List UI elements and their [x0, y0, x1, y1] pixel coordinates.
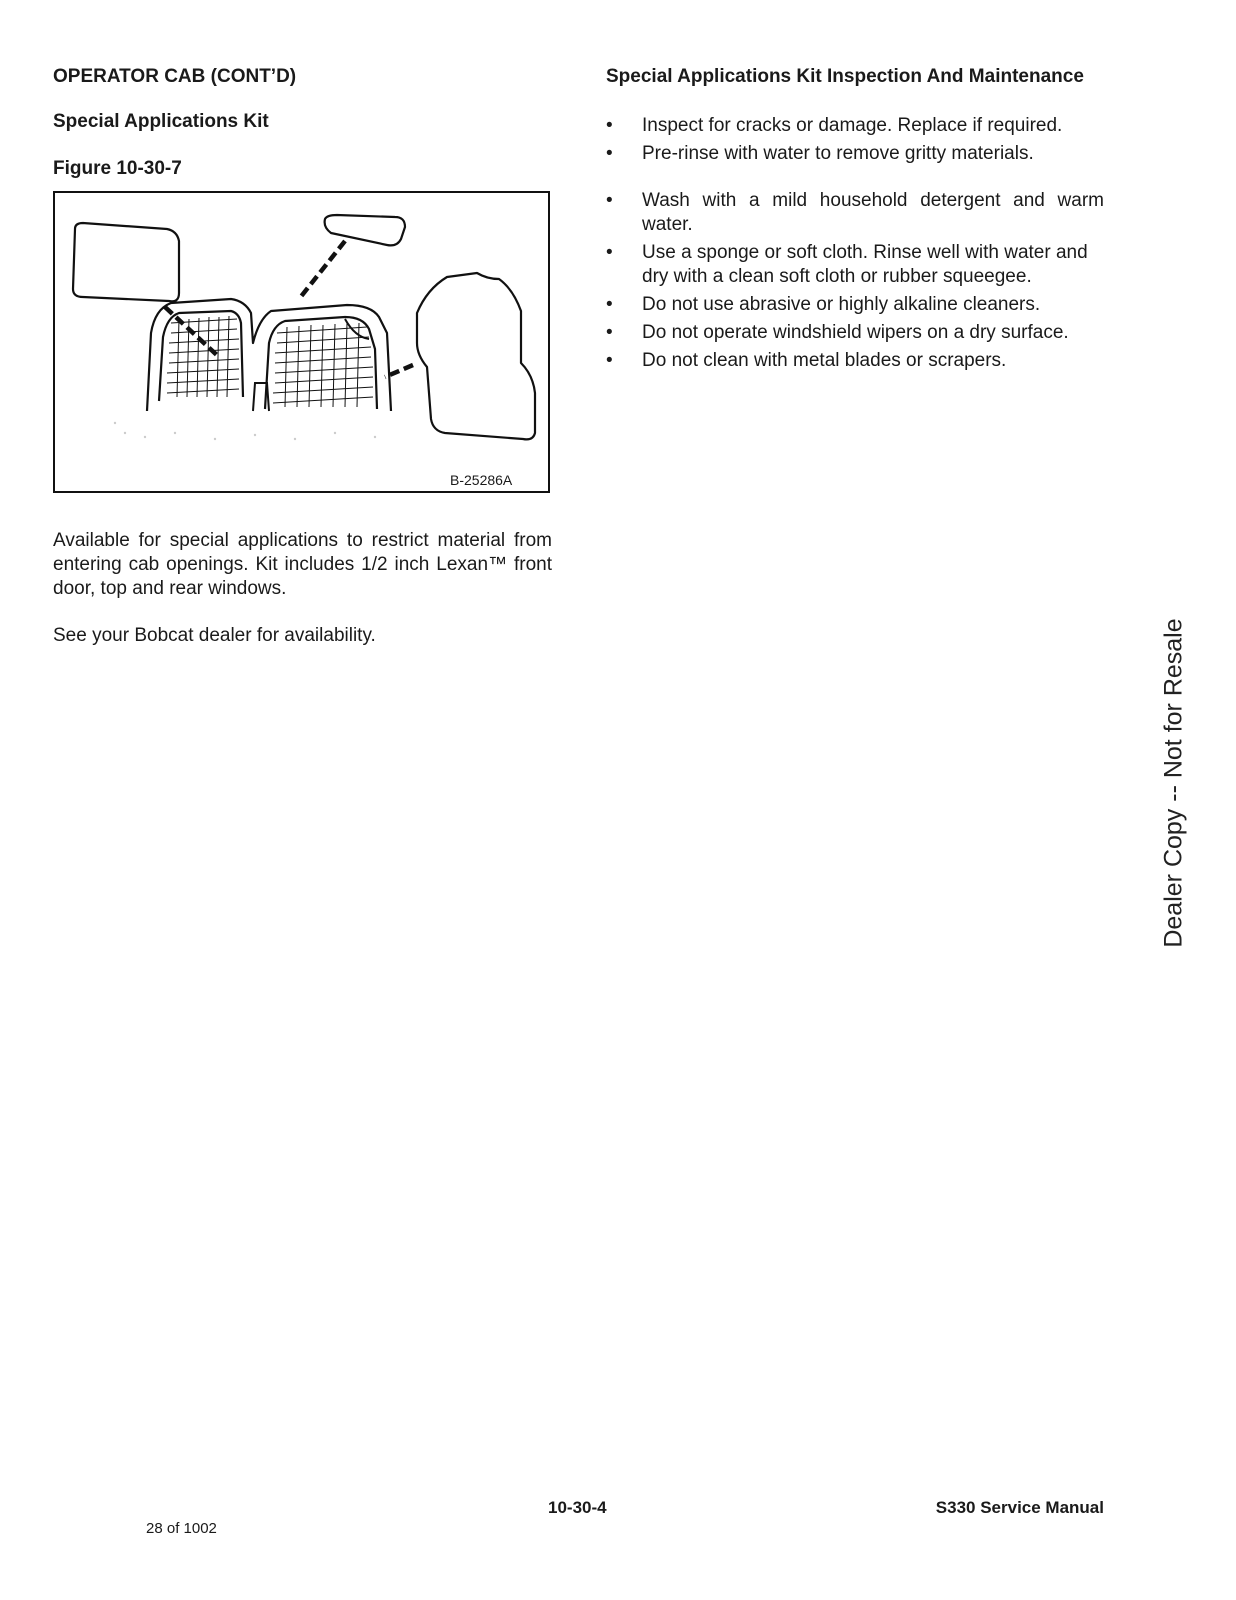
- kit-description: Available for special applications to restrict material from entering cab openings. Kit includes 1/2 inch Lexan™ front door, top and rear windows.: [53, 530, 552, 599]
- subsection-title: Special Applications Kit: [53, 111, 269, 132]
- list-item: • Inspect for cracks or damage. Replace if required.: [606, 115, 1063, 136]
- footer-page-code: 10-30-4: [548, 1498, 607, 1517]
- figure-label: Figure 10-30-7: [53, 158, 182, 179]
- cab-front-grille: [167, 316, 239, 397]
- bullet-icon: •: [606, 350, 613, 371]
- ground-shading: [114, 422, 376, 440]
- list-item: • Do not use abrasive or highly alkaline cleaners.: [606, 294, 1041, 315]
- footer-page-count: 28 of 1002: [146, 1520, 217, 1537]
- bullet-icon: •: [606, 294, 613, 315]
- bullet-icon: •: [606, 190, 613, 211]
- maintenance-list-1: [606, 114, 1104, 166]
- list-item: • Do not clean with metal blades or scrapers.: [606, 350, 1007, 371]
- list-item: • Pre-rinse with water to remove gritty materials.: [606, 143, 1034, 164]
- list-item: • Wash with a mild household detergent and warm water.: [606, 190, 1104, 235]
- footer-manual-name: S330 Service Manual: [935, 1498, 1104, 1517]
- figure-id: B-25286A: [450, 472, 513, 488]
- bullet-icon: •: [606, 322, 613, 343]
- front-door-panel: [73, 223, 179, 301]
- maintenance-title: Special Applications Kit Inspection And Maintenance: [606, 66, 1084, 87]
- section-title: OPERATOR CAB (CONT’D): [53, 66, 297, 87]
- list-item: • Use a sponge or soft cloth. Rinse well with water and dry with a clean soft cloth or rubber squeegee.: [606, 242, 1088, 287]
- maintenance-list-2: [606, 189, 1104, 373]
- dealer-copy-watermark: Dealer Copy -- Not for Resale: [1159, 618, 1188, 948]
- dealer-note: See your Bobcat dealer for availability.: [53, 625, 376, 646]
- list-item: • Do not operate windshield wipers on a dry surface.: [606, 322, 1069, 343]
- top-window-panel: [325, 215, 405, 245]
- bullet-icon: •: [606, 242, 613, 263]
- rear-window-panel: [417, 273, 535, 439]
- cab-kit-illustration: [55, 193, 548, 491]
- bullet-icon: •: [606, 115, 613, 136]
- bullet-icon: •: [606, 143, 613, 164]
- figure-cab-kit: [53, 191, 550, 493]
